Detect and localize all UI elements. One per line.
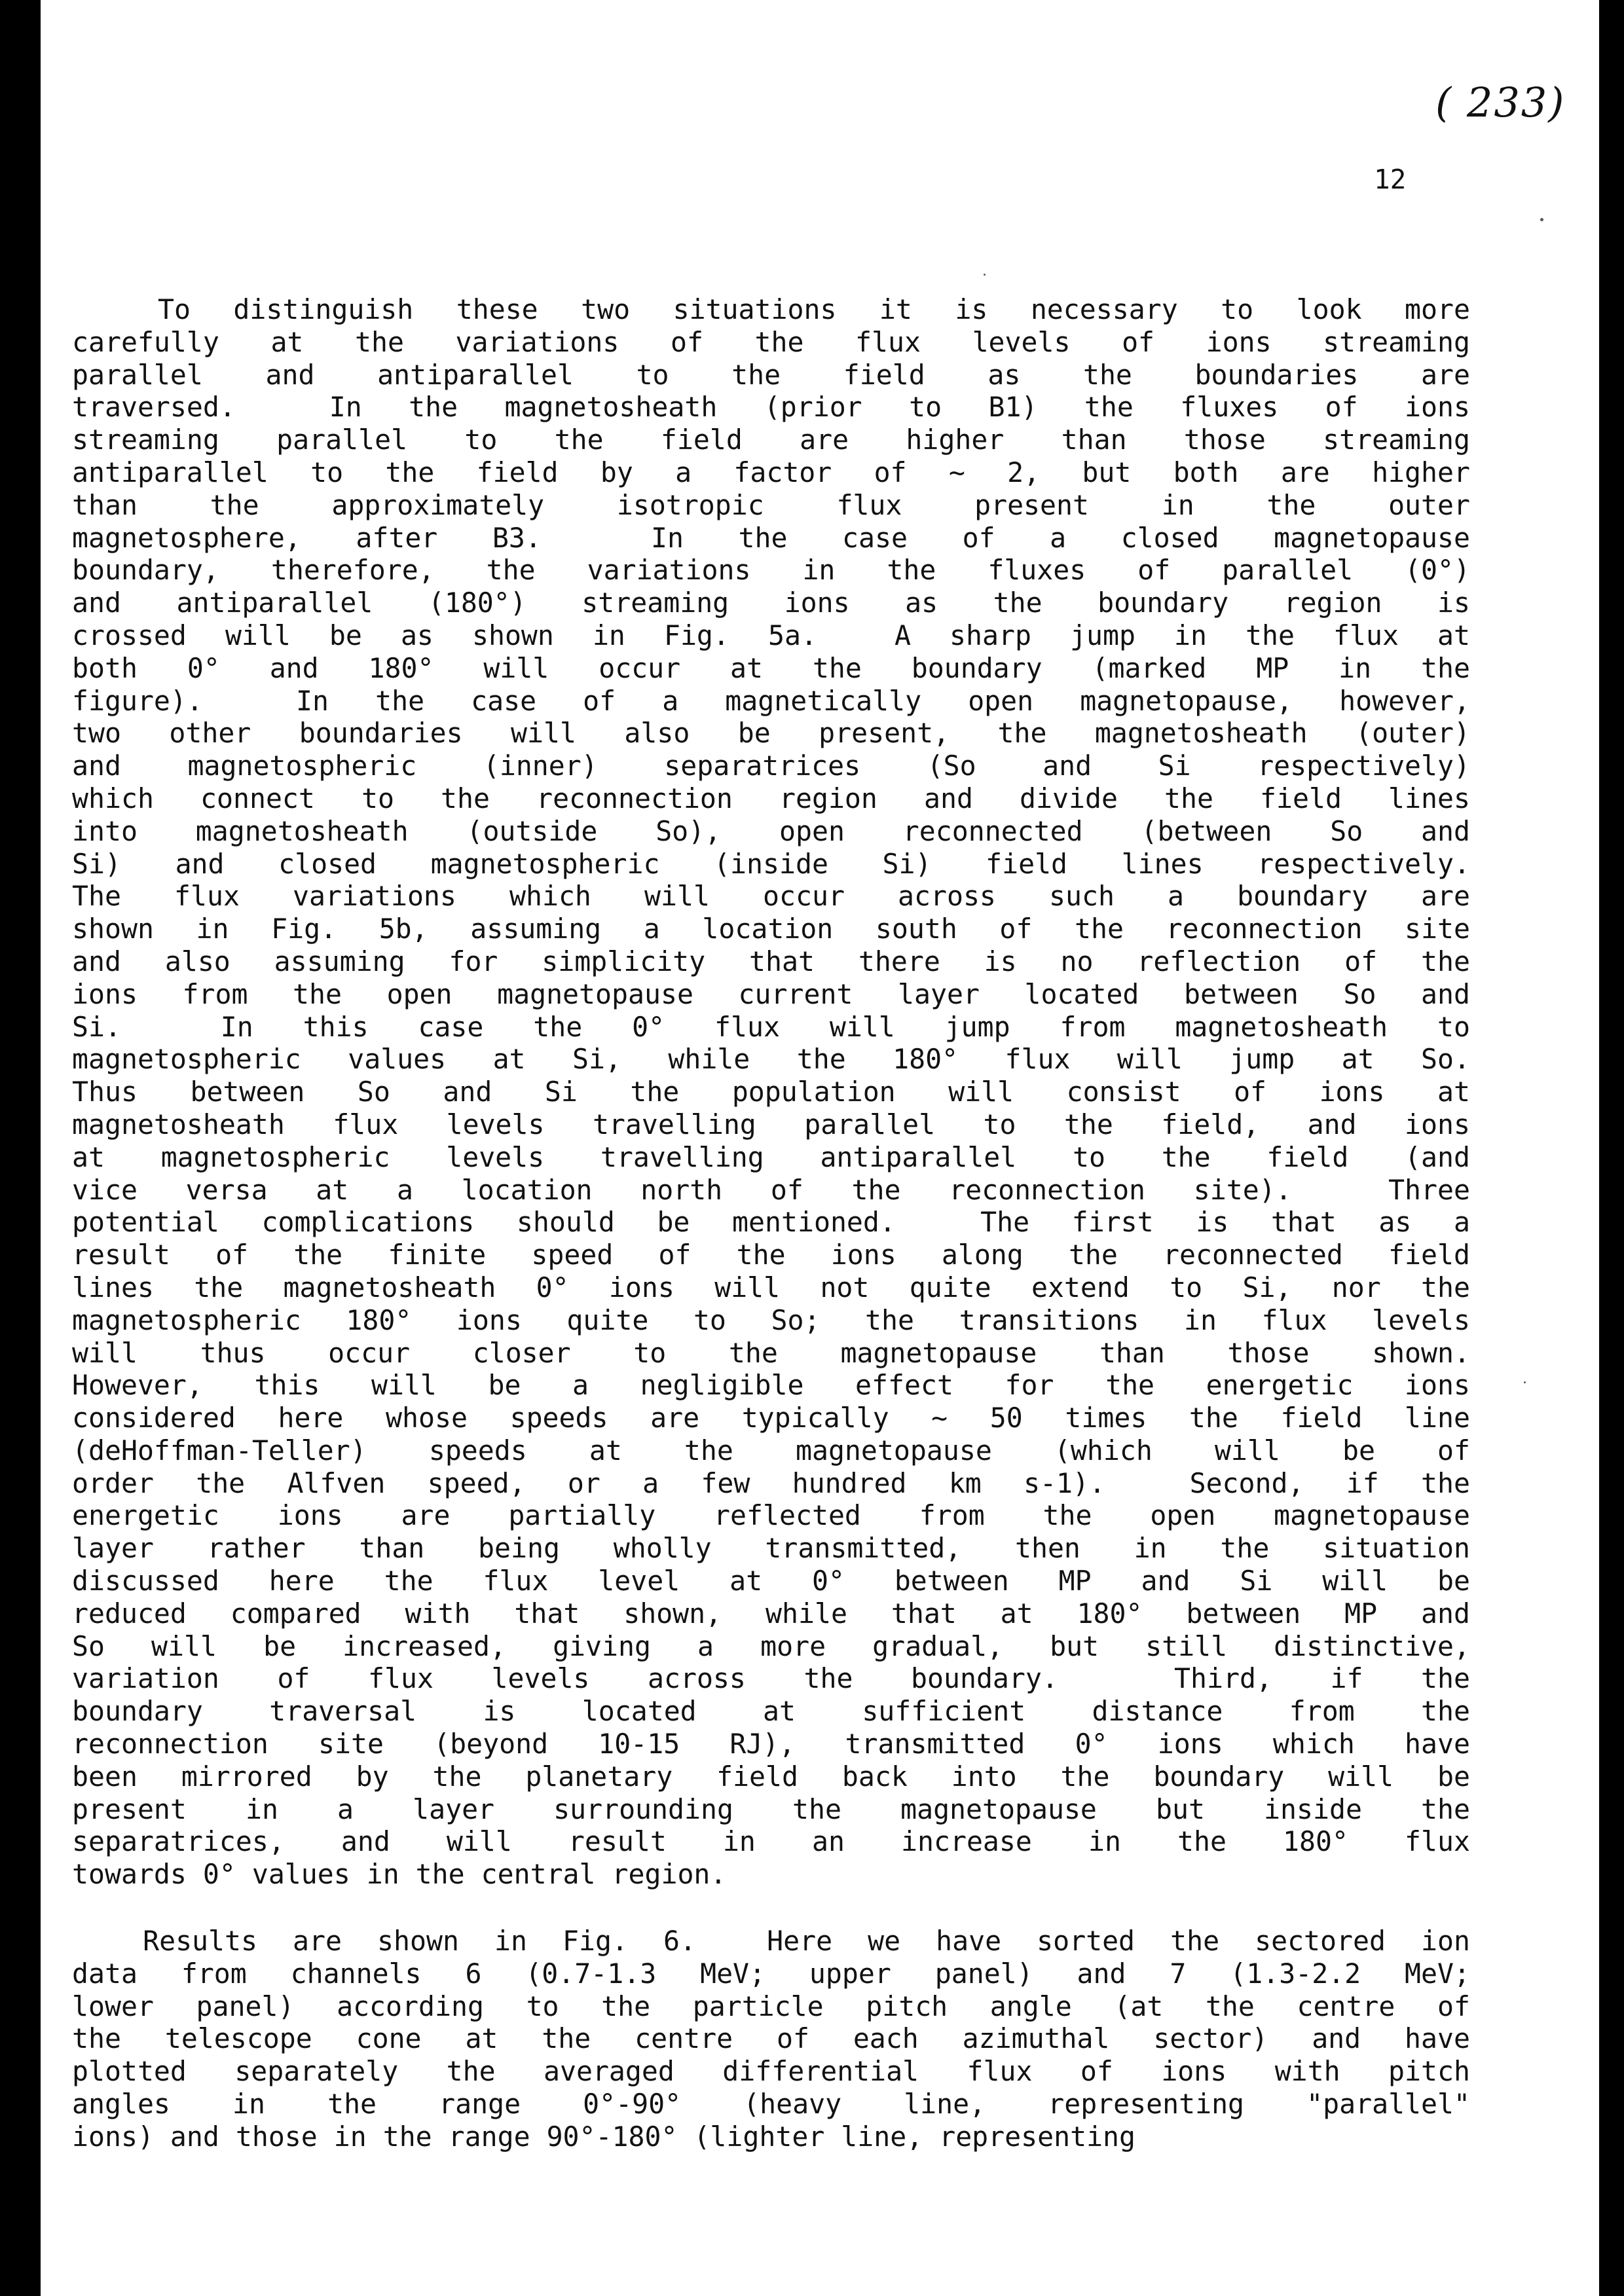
handwritten-page-annotation: ( 233)	[1435, 79, 1566, 126]
text-line: antiparallel to the field by a factor of ~ 2, but both are higher	[72, 456, 1470, 488]
text-line: considered here whose speeds are typically ~ 50 times the field line	[72, 1402, 1470, 1434]
text-line: magnetospheric values at Si, while the 180° flux will jump at So.	[72, 1043, 1470, 1076]
text-line: both 0° and 180° will occur at the boundary (marked MP in the	[72, 651, 1470, 684]
text-line: separatrices, and will result in an increase in the 180° flux	[72, 1825, 1470, 1858]
text-line: energetic ions are partially reflected from the open magnetopause	[72, 1499, 1470, 1532]
text-line: layer rather than being wholly transmitted, then in the situation	[72, 1532, 1470, 1565]
text-line: magnetospheric 180° ions quite to So; the transitions in flux levels	[72, 1303, 1470, 1336]
text-line: magnetosphere, after B3. In the case of a closed magnetopause	[72, 521, 1470, 554]
page-number: 12	[1374, 164, 1407, 195]
text-line: lines the magnetosheath 0° ions will not quite extend to Si, nor the	[72, 1271, 1470, 1303]
text-line: than the approximately isotropic flux present in the outer	[72, 488, 1470, 521]
text-line: into magnetosheath (outside So), open reconnected (between So and	[72, 814, 1470, 847]
text-line: the telescope cone at the centre of each azimuthal sector) and have	[72, 2022, 1470, 2055]
text-line: boundary, therefore, the variations in the fluxes of parallel (0°)	[72, 554, 1470, 587]
paragraph-flux-variations	[72, 293, 1470, 1891]
scan-speck	[1540, 218, 1543, 221]
text-line: towards 0° values in the central region.	[72, 1858, 727, 1891]
document-page	[41, 0, 1599, 2296]
text-line: and magnetospheric (inner) separatrices (So and Si respectively)	[72, 750, 1470, 782]
text-line: streaming parallel to the field are higher than those streaming	[72, 424, 1470, 456]
text-line: (deHoffman-Teller) speeds at the magnetopause (which will be of	[72, 1434, 1470, 1467]
text-line: figure). In the case of a magnetically open magnetopause, however,	[72, 684, 1470, 717]
text-line: shown in Fig. 5b, assuming a location south of the reconnection site	[72, 913, 1470, 945]
text-line: crossed will be as shown in Fig. 5a. A sharp jump in the flux at	[72, 619, 1470, 651]
text-line: reconnection site (beyond 10-15 RJ), transmitted 0° ions which have	[72, 1728, 1470, 1760]
text-line: traversed. In the magnetosheath (prior to B1) the fluxes of ions	[72, 391, 1470, 424]
text-line: present in a layer surrounding the magnetopause but inside the	[72, 1793, 1470, 1825]
text-line: However, this will be a negligible effect for the energetic ions	[72, 1369, 1470, 1402]
text-line: potential complications should be mentioned. The first is that as a	[72, 1206, 1470, 1239]
text-line: plotted separately the averaged differential flux of ions with pitch	[72, 2055, 1470, 2088]
text-line: which connect to the reconnection region and divide the field lines	[72, 782, 1470, 814]
text-line: lower panel) according to the particle pitch angle (at the centre of	[72, 1990, 1470, 2022]
text-line: So will be increased, giving a more gradual, but still distinctive,	[72, 1630, 1470, 1662]
text-line: Si. In this case the 0° flux will jump from magnetosheath to	[72, 1010, 1470, 1043]
text-line: The flux variations which will occur across such a boundary are	[72, 880, 1470, 913]
text-line: angles in the range 0°-90° (heavy line, representing "parallel"	[72, 2087, 1470, 2120]
text-line: Si) and closed magnetospheric (inside Si) field lines respectively.	[72, 847, 1470, 880]
paragraph-results	[72, 1925, 1470, 2153]
text-line: will thus occur closer to the magnetopause than those shown.	[72, 1336, 1470, 1369]
text-line: data from channels 6 (0.7-1.3 MeV; upper panel) and 7 (1.3-2.2 MeV;	[72, 1957, 1470, 1990]
text-line: been mirrored by the planetary field back into the boundary will be	[72, 1760, 1470, 1793]
text-line: discussed here the flux level at 0° between MP and Si will be	[72, 1565, 1470, 1597]
text-line: and also assuming for simplicity that there is no reflection of the	[72, 945, 1470, 977]
text-line: two other boundaries will also be present, the magnetosheath (outer)	[72, 717, 1470, 750]
text-line: carefully at the variations of the flux levels of ions streaming	[72, 325, 1470, 358]
text-line: vice versa at a location north of the reconnection site). Three	[72, 1173, 1470, 1206]
text-line: boundary traversal is located at sufficient distance from the	[72, 1695, 1470, 1728]
text-line: result of the finite speed of the ions along the reconnected field	[72, 1239, 1470, 1271]
text-line: Thus between So and Si the population will consist of ions at	[72, 1076, 1470, 1108]
scan-speck	[984, 274, 986, 276]
text-line: magnetosheath flux levels travelling parallel to the field, and ions	[72, 1108, 1470, 1140]
text-line: variation of flux levels across the boundary. Third, if the	[72, 1662, 1470, 1695]
text-line: parallel and antiparallel to the field as the boundaries are	[72, 358, 1470, 391]
text-line: Results are shown in Fig. 6. Here we have sorted the sectored ion	[72, 1925, 1470, 1957]
scan-speck	[1524, 1381, 1526, 1383]
text-line: at magnetospheric levels travelling antiparallel to the field (and	[72, 1140, 1470, 1173]
text-line: ions from the open magnetopause current layer located between So and	[72, 977, 1470, 1010]
text-line: ions) and those in the range 90°-180° (lighter line, representing	[72, 2120, 1136, 2153]
text-line: To distinguish these two situations it is necessary to look more	[72, 293, 1470, 325]
text-line: and antiparallel (180°) streaming ions as the boundary region is	[72, 587, 1470, 619]
text-line: reduced compared with that shown, while that at 180° between MP and	[72, 1597, 1470, 1630]
text-line: order the Alfven speed, or a few hundred km s-1). Second, if the	[72, 1467, 1470, 1499]
